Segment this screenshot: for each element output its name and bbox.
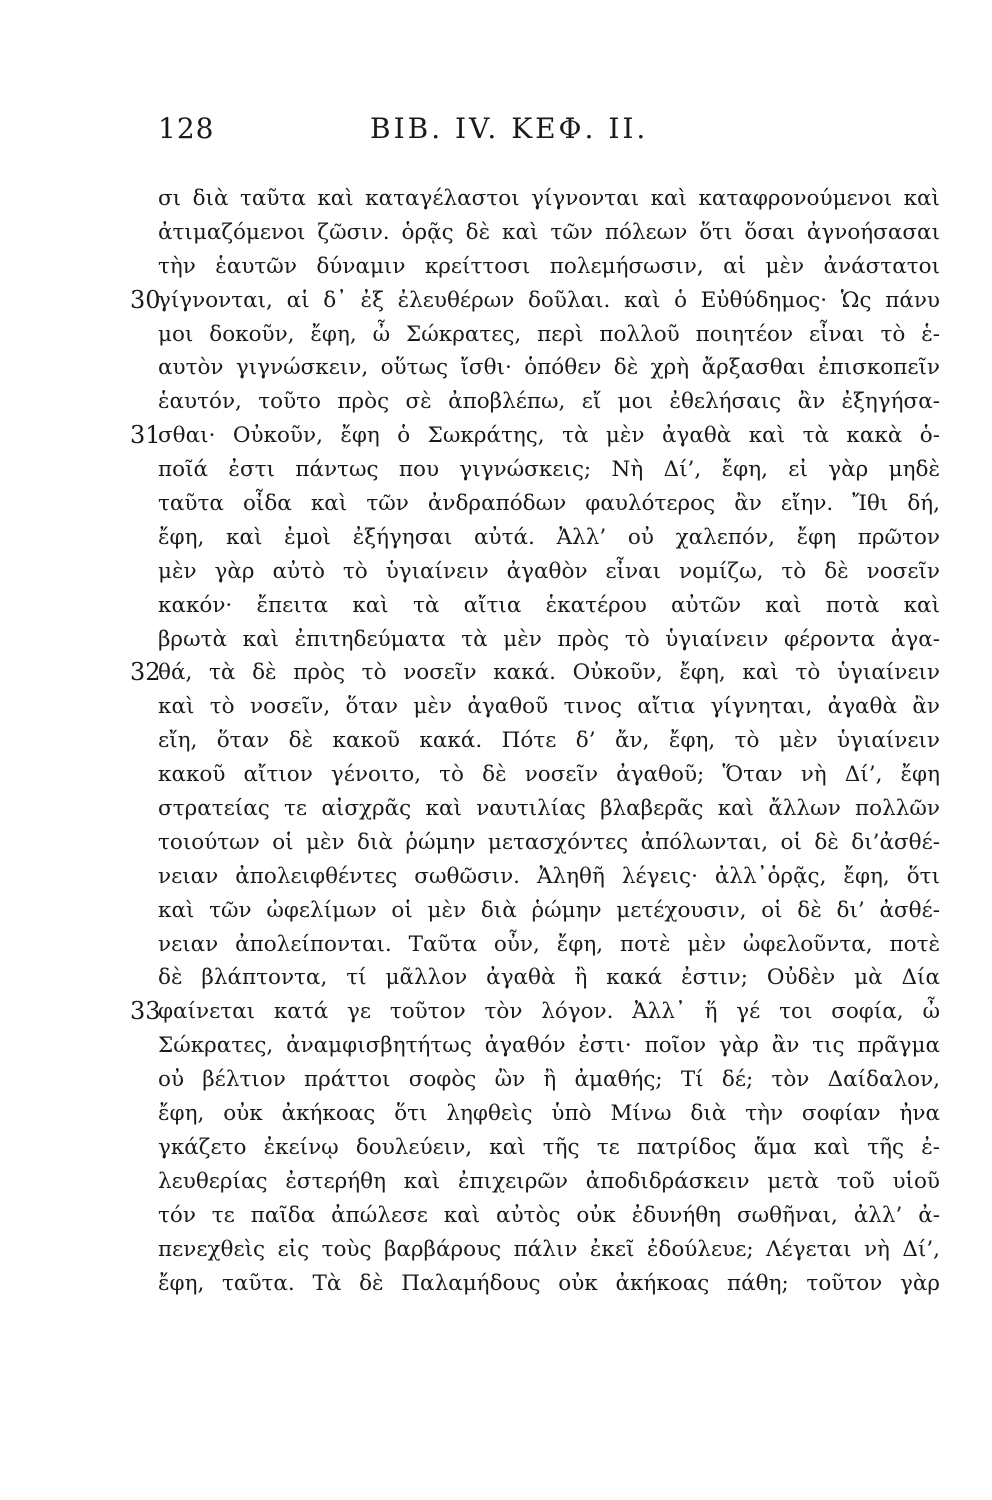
section-number: 33	[130, 997, 161, 1026]
line-text: ἔφη, καὶ ἐμοὶ ἐξήγησαι αὐτά. Ἀλλ’ οὐ χαλεπόν, ἔφη πρῶτον	[158, 524, 940, 550]
text-line	[158, 1199, 940, 1233]
text-line	[158, 928, 940, 962]
text-line	[158, 961, 940, 995]
text-line	[158, 758, 940, 792]
text-line	[158, 826, 940, 860]
line-text: ἀτιμαζόμενοι ζῶσιν. ὁρᾷς δὲ καὶ τῶν πόλεων ὅτι ὅσαι ἀγνοήσασαι	[158, 219, 940, 245]
line-text: Σώκρατες, ἀναμφισβητήτως ἀγαθόν ἐστι· ποῖον γὰρ ἂν τις πρᾶγμα	[158, 1033, 940, 1059]
line-text: γκάζετο ἐκείνῳ δουλεύειν, καὶ τῆς τε πατρίδος ἅμα καὶ τῆς ἐ-	[158, 1134, 940, 1160]
text-line	[130, 284, 940, 318]
text-line	[158, 623, 940, 657]
line-text: σθαι· Οὐκοῦν, ἔφη ὁ Σωκράτης, τὰ μὲν ἀγαθὰ καὶ τὰ κακὰ ὁ-	[158, 423, 940, 449]
line-text: οὐ βέλτιον πράττοι σοφὸς ὢν ἢ ἀμαθής; Τί δέ; τὸν Δαίδαλον,	[158, 1067, 940, 1093]
text-line	[158, 250, 940, 284]
text-line	[158, 487, 940, 521]
text-line	[158, 555, 940, 589]
text-line	[130, 995, 940, 1029]
text-line	[158, 1029, 940, 1063]
line-text: θά, τὰ δὲ πρὸς τὸ νοσεῖν κακά. Οὐκοῦν, ἔφη, καὶ τὸ ὑγιαίνειν	[158, 660, 940, 686]
text-line	[158, 860, 940, 894]
line-text: ἑαυτόν, τοῦτο πρὸς σὲ ἀποβλέπω, εἴ μοι ἐθελήσαις ἂν ἐξηγήσα-	[158, 389, 940, 415]
line-text: δὲ βλάπτοντα, τί μᾶλλον ἀγαθὰ ἢ κακά ἐστιν; Οὐδὲν μὰ Δία	[158, 965, 940, 991]
text-line	[158, 894, 940, 928]
text-line	[158, 690, 940, 724]
line-text: ἔφη, οὐκ ἀκήκοας ὅτι ληφθεὶς ὑπὸ Μίνω διὰ τὴν σοφίαν ἠνα	[158, 1101, 940, 1127]
line-text: κακόν· ἔπειτα καὶ τὰ αἴτια ἑκατέρου αὐτῶν καὶ ποτὰ καὶ	[158, 592, 940, 618]
section-number: 32	[130, 658, 161, 687]
text-line	[130, 656, 940, 690]
text-line	[158, 453, 940, 487]
text-line	[158, 792, 940, 826]
text-line	[158, 589, 940, 623]
line-text: νειαν ἀπολειφθέντες σωθῶσιν. Ἀληθῆ λέγεις· ἀλλ᾽ὁρᾷς, ἔφη, ὅτι	[158, 863, 940, 889]
text-line	[158, 385, 940, 419]
text-line	[158, 724, 940, 758]
line-text: τόν τε παῖδα ἀπώλεσε καὶ αὐτὸς οὐκ ἐδυνήθη σωθῆναι, ἀλλ’ ἀ-	[158, 1202, 940, 1228]
line-text: κακοῦ αἴτιον γένοιτο, τὸ δὲ νοσεῖν ἀγαθοῦ; Ὅταν νὴ Δί’, ἔφη	[158, 762, 940, 788]
text-line	[158, 318, 940, 352]
text-line	[158, 182, 940, 216]
text-line	[158, 351, 940, 385]
line-text: στρατείας τε αἰσχρᾶς καὶ ναυτιλίας βλαβερᾶς καὶ ἄλλων πολλῶν	[158, 796, 940, 822]
text-line	[158, 1267, 940, 1301]
line-text: λευθερίας ἐστερήθη καὶ ἐπιχειρῶν ἀποδιδράσκειν μετὰ τοῦ υἱοῦ	[158, 1168, 940, 1194]
line-text: καὶ τῶν ὠφελίμων οἱ μὲν διὰ ῥώμην μετέχουσιν, οἱ δὲ δι’ ἀσθέ-	[158, 897, 940, 923]
text-line	[158, 216, 940, 250]
line-text: τὴν ἑαυτῶν δύναμιν κρείττοσι πολεμήσωσιν, αἱ μὲν ἀνάστατοι	[158, 253, 940, 279]
text-line	[130, 419, 940, 453]
text-line	[158, 1233, 940, 1267]
section-number: 31	[130, 421, 161, 450]
line-text: ἔφη, ταῦτα. Τὰ δὲ Παλαμήδους οὐκ ἀκήκοας πάθη; τοῦτον γὰρ	[158, 1270, 940, 1296]
line-text: σι διὰ ταῦτα καὶ καταγέλαστοι γίγνονται καὶ καταφρονούμενοι καὶ	[158, 186, 940, 211]
running-head: ΒΙΒ. IV. ΚΕΦ. II.	[370, 112, 649, 145]
line-text: καὶ τὸ νοσεῖν, ὅταν μὲν ἀγαθοῦ τινος αἴτια γίγνηται, ἀγαθὰ ἂν	[158, 694, 940, 720]
text-line	[158, 1131, 940, 1165]
line-text: βρωτὰ καὶ ἐπιτηδεύματα τὰ μὲν πρὸς τὸ ὑγιαίνειν φέροντα ἀγα-	[158, 626, 940, 652]
line-text: τοιούτων οἱ μὲν διὰ ῥώμην μετασχόντες ἀπόλωνται, οἱ δὲ δι’ἀσθέ-	[158, 829, 940, 855]
line-text: αυτὸν γιγνώσκειν, οὕτως ἴσθι· ὁπόθεν δὲ χρὴ ἄρξασθαι ἐπισκοπεῖν	[158, 355, 940, 381]
line-text: γίγνονται, αἱ δ᾽ ἐξ ἐλευθέρων δοῦλαι. καὶ ὁ Εὐθύδημος· Ὡς πάνυ	[158, 287, 940, 313]
page-number: 128	[158, 112, 215, 145]
line-text: ποῖά ἐστι πάντως που γιγνώσκεις; Νὴ Δί’, ἔφη, εἰ γὰρ μηδὲ	[158, 457, 940, 483]
line-text: μὲν γὰρ αὐτὸ τὸ ὑγιαίνειν ἀγαθὸν εἶναι νομίζω, τὸ δὲ νοσεῖν	[158, 558, 940, 584]
section-number: 30	[130, 285, 161, 314]
page-header	[158, 112, 938, 152]
line-text: ταῦτα οἶδα καὶ τῶν ἀνδραπόδων φαυλότερος ἂν εἴην. Ἴθι δή,	[158, 491, 940, 517]
text-line	[158, 1097, 940, 1131]
line-text: μοι δοκοῦν, ἔφη, ὦ Σώκρατες, περὶ πολλοῦ ποιητέον εἶναι τὸ ἑ-	[158, 321, 940, 347]
line-text: νειαν ἀπολείπονται. Ταῦτα οὖν, ἔφη, ποτὲ μὲν ὠφελοῦντα, ποτὲ	[158, 931, 940, 957]
line-text: πενεχθεὶς εἰς τοὺς βαρβάρους πάλιν ἐκεῖ ἐδούλευε; Λέγεται νὴ Δί’,	[158, 1236, 940, 1262]
text-line	[158, 1165, 940, 1199]
text-line	[158, 1063, 940, 1097]
line-text: εἴη, ὅταν δὲ κακοῦ κακά. Πότε δ’ ἄν, ἔφη, τὸ μὲν ὑγιαίνειν	[158, 728, 940, 754]
body-text	[130, 182, 940, 1300]
line-text: φαίνεται κατά γε τοῦτον τὸν λόγον. Ἀλλ᾽ ἥ γέ τοι σοφία, ὦ	[158, 999, 940, 1025]
text-line	[158, 521, 940, 555]
